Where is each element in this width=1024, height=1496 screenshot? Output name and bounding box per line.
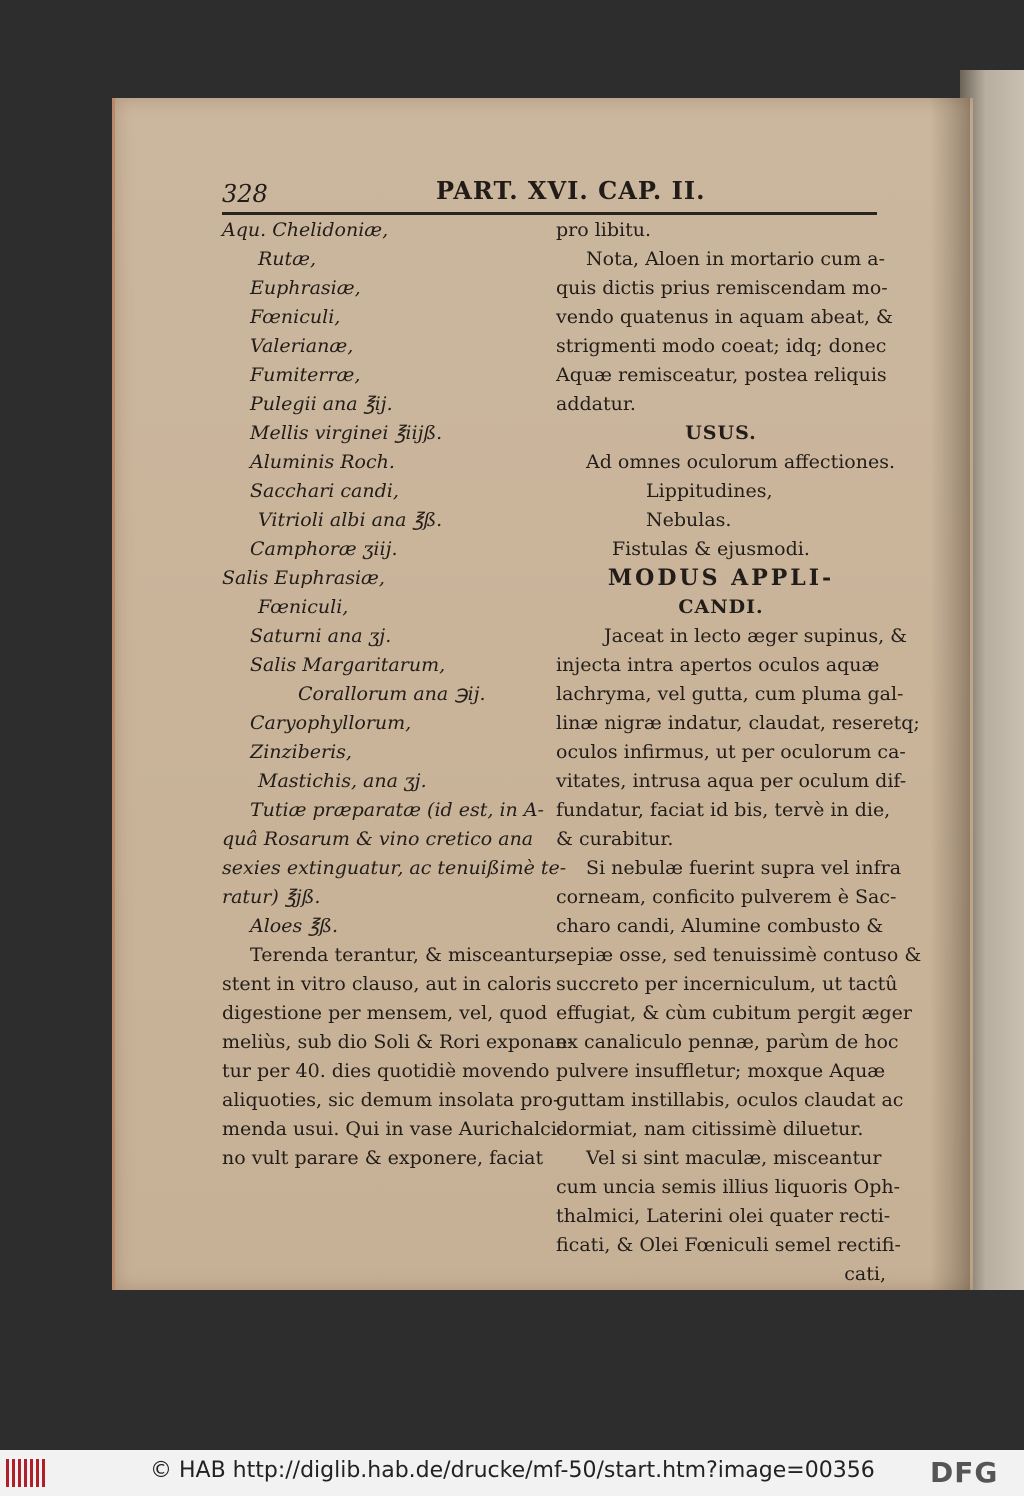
text-line: lachryma, vel gutta, cum pluma gal-	[556, 683, 904, 705]
left-column	[222, 216, 574, 1173]
text-line: Sacchari candi,	[250, 480, 399, 502]
text-line: aliquoties, sic demum insolata pro-	[222, 1089, 560, 1111]
text-line: Aqu. Chelidoniæ,	[222, 219, 389, 241]
text-line: linæ nigræ indatur, claudat, reseretq;	[556, 712, 920, 734]
text-line: vendo quatenus in aquam abeat, &	[556, 306, 893, 328]
text-line: quis dictis prius remiscendam mo-	[556, 277, 888, 299]
page-number: 328	[222, 180, 268, 208]
text-line: meliùs, sub dio Soli & Rori exponan-	[222, 1031, 574, 1053]
text-line: injecta intra apertos oculos aquæ	[556, 654, 880, 676]
text-line: menda usui. Qui in vase Aurichalci-	[222, 1118, 564, 1140]
text-line: Camphoræ ʒiij.	[250, 538, 398, 560]
text-line: dormiat, nam citissimè diluetur.	[556, 1118, 864, 1140]
text-line: pulvere insuffletur; moxque Aquæ	[556, 1060, 886, 1082]
text-line: Si nebulæ fuerint supra vel infra	[586, 857, 902, 879]
text-line: guttam instillabis, oculos claudat ac	[556, 1089, 904, 1111]
text-line: sepiæ osse, sed tenuissimè contuso &	[556, 944, 922, 966]
text-line: Aloes ℥ß.	[250, 915, 338, 937]
text-line: Lippitudines,	[646, 480, 773, 502]
text-line: succreto per incerniculum, ut tactû	[556, 973, 898, 995]
text-line: Nota, Aloen in mortario cum a-	[586, 248, 886, 270]
page-gutter-shadow	[930, 98, 970, 1290]
text-line: digestione per mensem, vel, quod	[222, 1002, 548, 1024]
hab-logo-icon[interactable]	[6, 1459, 48, 1487]
text-line: Mastichis, ana ʒj.	[258, 770, 427, 792]
text-line: fundatur, faciat id bis, tervè in die,	[556, 799, 891, 821]
text-line: Fumiterræ,	[250, 364, 361, 386]
running-head: PART. XVI. CAP. II.	[436, 176, 706, 205]
text-line: sexies extinguatur, ac tenuißimè te-	[222, 857, 567, 879]
text-line: Fistulas & ejusmodi.	[612, 538, 810, 560]
text-line: Corallorum ana ℈ij.	[298, 683, 486, 705]
text-line: addatur.	[556, 393, 636, 415]
text-line: no vult parare & exponere, faciat	[222, 1147, 544, 1169]
text-line: Caryophyllorum,	[250, 712, 412, 734]
text-line: Vel si sint maculæ, misceantur	[586, 1147, 882, 1169]
text-line: tur per 40. dies quotidiè movendo	[222, 1060, 550, 1082]
text-line: ex canaliculo pennæ, parùm de hoc	[556, 1031, 899, 1053]
text-line: oculos infirmus, ut per oculorum ca-	[556, 741, 906, 763]
text-line: Salis Euphrasiæ,	[222, 567, 385, 589]
text-line: USUS.	[685, 422, 757, 444]
text-line: cum uncia semis illius liquoris Oph-	[556, 1176, 901, 1198]
dfg-logo[interactable]: DFG	[930, 1456, 999, 1489]
text-line: Aquæ remisceatur, postea reliquis	[556, 364, 887, 386]
text-line: & curabitur.	[556, 828, 674, 850]
text-line: Fœniculi,	[258, 596, 349, 618]
text-line: Nebulas.	[646, 509, 732, 531]
text-line: vitates, intrusa aqua per oculum dif-	[556, 770, 907, 792]
text-line: MODUS APPLI-	[607, 565, 835, 591]
text-line: stent in vitro clauso, aut in caloris	[222, 973, 552, 995]
credit-link[interactable]: © HAB http://diglib.hab.de/drucke/mf-50/start.htm?image=00356	[150, 1458, 875, 1483]
text-line: CANDI.	[678, 596, 764, 618]
text-line: Terenda terantur, & misceantur,	[250, 944, 561, 966]
text-line: charo candi, Alumine combusto &	[556, 915, 884, 937]
text-line: Mellis virginei ℥iijß.	[250, 422, 443, 444]
right-column	[556, 216, 922, 1289]
text-line: Jaceat in lecto æger supinus, &	[604, 625, 908, 647]
text-line: Valerianæ,	[250, 335, 354, 357]
viewer-footer	[0, 1450, 1024, 1496]
text-line: cati,	[844, 1263, 886, 1285]
text-line: Tutiæ præparatæ (id est, in A-	[250, 799, 544, 821]
text-line: Fœniculi,	[250, 306, 341, 328]
text-line: ficati, & Olei Fœniculi semel rectifi-	[556, 1234, 901, 1256]
text-line: Zinziberis,	[250, 741, 352, 763]
text-line: Saturni ana ʒj.	[250, 625, 392, 647]
text-line: Vitrioli albi ana ℥ß.	[258, 509, 443, 531]
text-line: thalmici, Laterini olei quater recti-	[556, 1205, 891, 1227]
text-line: ratur) ℥jß.	[222, 886, 321, 908]
text-line: Pulegii ana ℥ij.	[250, 393, 393, 415]
text-line: Aluminis Roch.	[250, 451, 395, 473]
text-line: Salis Margaritarum,	[250, 654, 446, 676]
text-line: Rutæ,	[258, 248, 317, 270]
text-line: pro libitu.	[556, 219, 652, 241]
text-line: quâ Rosarum & vino cretico ana	[222, 828, 534, 850]
text-line: Ad omnes oculorum affectiones.	[586, 451, 895, 473]
text-line: Euphrasiæ,	[250, 277, 361, 299]
text-line: effugiat, & cùm cubitum pergit æger	[556, 1002, 912, 1024]
text-line: strigmenti modo coeat; idq; donec	[556, 335, 887, 357]
page-header	[222, 176, 877, 215]
text-line: corneam, conficito pulverem è Sac-	[556, 886, 897, 908]
